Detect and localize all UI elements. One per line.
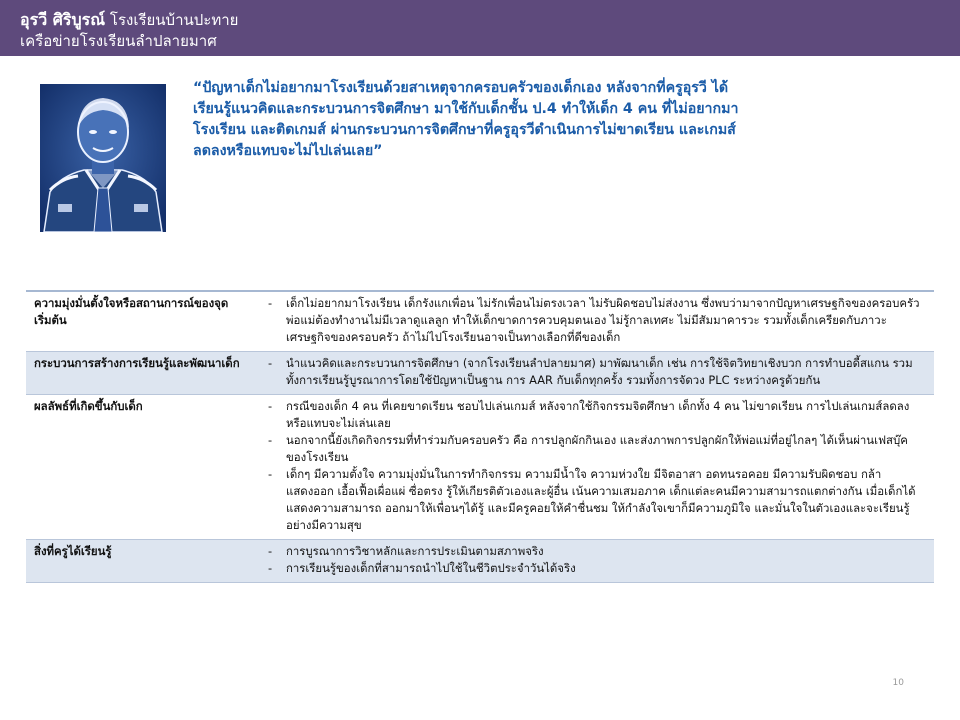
quote-block xyxy=(193,78,933,162)
header-title xyxy=(20,10,238,30)
page-number: 10 xyxy=(892,678,904,688)
list-item: - การบูรณาการวิชาหลักและการประเมินตามสภาพจริง xyxy=(266,543,922,560)
network-name: เครือข่ายโรงเรียนลำปลายมาศ xyxy=(20,32,217,50)
list-item: - กรณีของเด็ก 4 คน ที่เคยขาดเรียน ชอบไปเล่นเกมส์ หลังจากใช้กิจกรรมจิตศึกษา เด็กทั้ง 4 คน ไม่ขาดเรียน การไปเล่นเกมส์ลดลงหรือแทบจะไม่เล่นเลย xyxy=(266,398,922,432)
row-label: ความมุ่งมั่นตั้งใจหรือสถานการณ์ของจุดเริ่มต้น xyxy=(26,291,248,352)
list-item: - นอกจากนี้ยังเกิดกิจกรรมที่ทำร่วมกับครอบครัว คือ การปลูกผักกินเอง และส่งภาพการปลูกผักให้พ่อแม่ที่อยู่ไกลๆ ได้เห็นผ่านเฟสบุ๊คของโรงเรียน xyxy=(266,432,922,466)
portrait-image xyxy=(40,84,166,232)
row-content xyxy=(248,540,934,583)
row-label: ผลลัพธ์ที่เกิดขึ้นกับเด็ก xyxy=(26,395,248,540)
quote-line: โรงเรียน และติดเกมส์ ผ่านกระบวนการจิตศึกษาที่ครูอุรวีดำเนินการไม่ขาดเรียน และเกมส์ xyxy=(193,122,736,138)
list-item: - เด็กๆ มีความตั้งใจ ความมุ่งมั่นในการทำกิจกรรม ความมีน้ำใจ ความห่วงใย มีจิตอาสา อดทนรอคอย มีความรับผิดชอบ กล้าแสดงออก เอื้อเฟื้อเผื่อแผ่ ซื่อตรง รู้ให้เกียรติตัวเองและผู้อื่น เน้นความเสมอภาค เด็กแต่ละคนมีความสามารถแตกต่างกัน เมื่อเด็กได้แสดงความสามารถ ออกมาให้เพื่อนๆได้รู้ และมีครูคอยให้คำชื่นชม ให้กำลังใจเขาก็มีความภูมิใจ และมั่นใจในตัวเองและจะเรียนรู้อย่างมีความสุข xyxy=(266,466,922,534)
table-row xyxy=(26,395,934,540)
row-label: สิ่งที่ครูได้เรียนรู้ xyxy=(26,540,248,583)
table-row xyxy=(26,291,934,352)
row-content xyxy=(248,291,934,352)
table-row xyxy=(26,540,934,583)
row-label: กระบวนการสร้างการเรียนรู้และพัฒนาเด็ก xyxy=(26,352,248,395)
list-item: - เด็กไม่อยากมาโรงเรียน เด็กรังแกเพื่อน ไม่รักเพื่อนไม่ตรงเวลา ไม่รับผิดชอบไม่ส่งงาน ซึ่งพบว่ามาจากปัญหาเศรษฐกิจของครอบครัว พ่อแม่ต้องทำงานไม่มีเวลาดูแลลูก ทำให้เด็กขาดการควบคุมตนเอง ไม่รู้กาลเทศะ ไม่มีสัมมาคารวะ รวมทั้งเด็กเครียดกับภาวะเศรษฐกิจของครอบครัว ถ้าไม่ไปโรงเรียนอาจเป็นทางเลือกที่ดีของเด็ก xyxy=(266,295,922,346)
row-content xyxy=(248,395,934,540)
school-name: โรงเรียนบ้านปะทาย xyxy=(109,11,239,29)
table-row xyxy=(26,352,934,395)
list-item: - นำแนวคิดและกระบวนการจิตศึกษา (จากโรงเรียนลำปลายมาศ) มาพัฒนาเด็ก เช่น การใช้จิตวิทยาเชิงบวก การทำบอดี้สแกน รวมทั้งการเรียนรู้บูรณาการโดยใช้ปัญหาเป็นฐาน การ AAR กับเด็กทุกครั้ง รวมทั้งการจัดวง PLC ระหว่างครูด้วยกัน xyxy=(266,355,922,389)
list-item: - การเรียนรู้ของเด็กที่สามารถนำไปใช้ในชีวิตประจำวันได้จริง xyxy=(266,560,922,577)
summary-table xyxy=(26,290,934,583)
teacher-portrait xyxy=(40,84,166,232)
row-content xyxy=(248,352,934,395)
quote-line: ลดลงหรือแทบจะไม่ไปเล่นเลย” xyxy=(193,143,383,159)
quote-line: “ปัญหาเด็กไม่อยากมาโรงเรียนด้วยสาเหตุจากครอบครัวของเด็กเอง หลังจากที่ครูอุรวี ได้ xyxy=(193,80,729,96)
quote-line: เรียนรู้แนวคิดและกระบวนการจิตศึกษา มาใช้กับเด็กชั้น ป.4 ทำให้เด็ก 4 คน ที่ไม่อยากมา xyxy=(193,101,739,117)
slide-header xyxy=(0,0,960,56)
teacher-name: อุรวี ศิริบูรณ์ xyxy=(20,10,106,29)
